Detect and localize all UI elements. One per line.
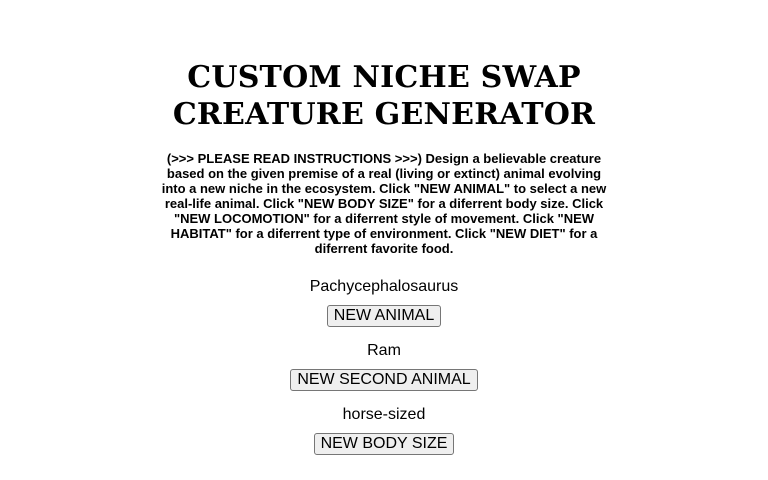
body-size-section	[0, 406, 768, 424]
second-animal-button-row	[0, 369, 768, 391]
body-size-value: horse-sized	[342, 406, 426, 423]
instructions-text: (>>> PLEASE READ INSTRUCTIONS >>>) Design a believable creature based on the given premise of a real (living or extinct) animal evolving into a new niche in the ecosystem. Click "NEW ANIMAL" to select a new real-life animal. Click "NEW BODY SIZE" for a diferrent body size. Click "NEW LOCOMOTION" for a diferrent style of movement. Click "NEW HABITAT" for a diferrent type of environment. Click "NEW DIET" for a diferrent favorite food.	[161, 151, 607, 256]
new-body-size-button[interactable]: NEW BODY SIZE	[314, 433, 455, 455]
page-title	[0, 0, 768, 133]
new-second-animal-button[interactable]: NEW SECOND ANIMAL	[290, 369, 477, 391]
second-animal-section	[0, 342, 768, 360]
second-animal-value: Ram	[367, 342, 401, 359]
page-title-line1: CUSTOM NICHE SWAP	[187, 60, 581, 95]
body-size-button-row	[0, 433, 768, 455]
new-animal-button[interactable]: NEW ANIMAL	[327, 305, 441, 327]
page-title-line2: CREATURE GENERATOR	[172, 97, 596, 132]
animal-button-row	[0, 305, 768, 327]
animal-section	[0, 278, 768, 296]
animal-value: Pachycephalosaurus	[309, 278, 459, 295]
